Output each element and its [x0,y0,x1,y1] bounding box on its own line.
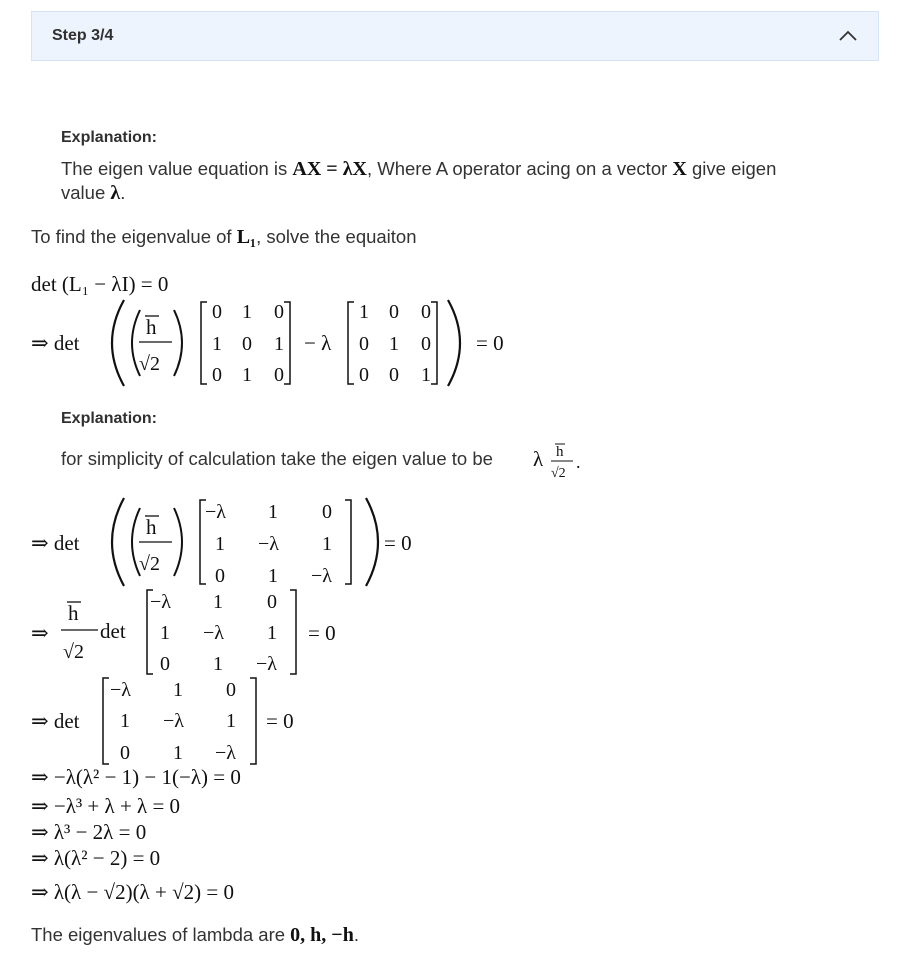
svg-text:0: 0 [359,333,369,355]
svg-text:0: 0 [242,333,252,355]
svg-text:= 0: = 0 [308,621,336,645]
svg-text:0: 0 [212,364,222,386]
svg-text:1: 1 [267,622,277,644]
svg-text:√2: √2 [139,553,160,575]
explanation-text: The eigen value equation is [61,158,288,179]
svg-text:0: 0 [274,301,284,323]
lambda-matrix [205,501,332,587]
equation-expand: ⇒ −λ(λ² − 1) − 1(−λ) = 0 [31,765,241,789]
svg-text:−λ: −λ [311,565,332,587]
svg-text:−λ: −λ [150,591,171,613]
svg-text:1: 1 [242,301,252,323]
svg-text:√2: √2 [551,466,566,480]
svg-text:0: 0 [215,565,225,587]
svg-text:1: 1 [322,533,332,555]
svg-text:1: 1 [226,710,236,732]
equation-cubic: ⇒ −λ³ + λ + λ = 0 [31,794,181,818]
intro-line [31,226,417,249]
svg-text:1: 1 [421,364,431,386]
explanation-line-3 [61,448,493,470]
svg-text:0: 0 [359,364,369,386]
explanation-text: for simplicity of calculation take the eigen value to be [61,448,493,469]
svg-text:λ: λ [533,447,544,471]
svg-text:1: 1 [389,333,399,355]
explanation-text: , Where A operator acing on a vector [366,158,668,179]
equation-hbar-det [28,586,368,678]
explanation-text: give eigen [692,158,777,179]
svg-text:.: . [576,452,581,472]
svg-text:1: 1 [215,533,225,555]
equation-det-l1: det (L₁ − λI) = 0 [31,272,169,296]
svg-text:−λ: −λ [258,533,279,555]
svg-text:0: 0 [212,301,222,323]
svg-text:0: 0 [267,591,277,613]
svg-text:0: 0 [274,364,284,386]
sqrt-two: √2 [139,353,160,375]
svg-text:1: 1 [160,622,170,644]
svg-text:0: 0 [389,364,399,386]
svg-text:−λ: −λ [215,742,236,764]
intro-text: , solve the equaiton [256,226,417,247]
equation-det-lambda-matrix [28,494,448,590]
explanation-text: . [120,182,126,203]
svg-text:h: h [556,444,564,460]
svg-text:√2: √2 [63,641,84,663]
svg-text:⇒ det: ⇒ det [31,531,80,555]
equation-rhs: = 0 [476,331,504,355]
svg-text:−λ: −λ [163,710,184,732]
svg-text:1: 1 [212,333,222,355]
svg-text:−λ: −λ [203,622,224,644]
eigenvalues-result: 0, h, −h [290,924,354,946]
intro-text: To find the eigenvalue of [31,226,232,247]
lambda-symbol: λ [110,182,121,204]
equation-roots: ⇒ λ(λ − √2)(λ + √2) = 0 [31,880,234,904]
svg-text:0: 0 [389,301,399,323]
svg-text:1: 1 [268,501,278,523]
equation-cubic-simplified: ⇒ λ³ − 2λ = 0 [31,820,147,844]
svg-text:⇒: ⇒ [31,621,49,645]
conclusion-line [31,924,359,947]
svg-text:h: h [146,515,157,539]
eigen-equation: AX = λX [292,158,367,180]
explanation-line-2 [61,182,125,205]
equation-factored: ⇒ λ(λ² − 2) = 0 [31,846,161,870]
svg-text:0: 0 [421,301,431,323]
svg-text:1: 1 [173,679,183,701]
svg-text:0: 0 [120,742,130,764]
conclusion-text: The eigenvalues of lambda are [31,924,286,945]
svg-text:−λ: −λ [256,653,277,675]
vector-x: X [672,158,687,180]
minus-lambda: − λ [304,331,332,355]
svg-text:1: 1 [173,742,183,764]
svg-text:h: h [68,601,79,625]
svg-text:−λ: −λ [205,501,226,523]
step-header[interactable] [31,11,879,61]
svg-text:1: 1 [242,364,252,386]
equation-det-matrices [28,296,528,390]
svg-text:1: 1 [213,591,223,613]
svg-text:1: 1 [120,710,130,732]
matrix-one [212,301,284,386]
svg-text:= 0: = 0 [266,709,294,733]
operator-l1: L₁ [236,226,257,248]
explanation-line-1 [61,158,776,181]
lambda-hbar-fraction [533,438,593,480]
explanation-text: value [61,182,106,203]
svg-text:= 0: = 0 [384,531,412,555]
identity-matrix [359,301,431,386]
svg-text:0: 0 [226,679,236,701]
svg-text:det: det [100,619,126,643]
svg-text:1: 1 [213,653,223,675]
svg-text:1: 1 [274,333,284,355]
svg-text:0: 0 [322,501,332,523]
svg-text:0: 0 [421,333,431,355]
lambda-matrix [110,679,236,764]
explanation-label: Explanation: [61,129,158,146]
svg-text:1: 1 [359,301,369,323]
svg-text:0: 0 [160,653,170,675]
lambda-matrix [150,591,277,675]
svg-text:1: 1 [268,565,278,587]
equation-det-simplified [28,674,328,768]
chevron-up-icon[interactable] [838,26,858,46]
conclusion-end: . [353,924,359,945]
svg-text:⇒ det: ⇒ det [31,709,80,733]
step-title: Step 3/4 [52,27,114,44]
hbar-symbol: h [146,315,157,339]
svg-text:−λ: −λ [110,679,131,701]
explanation-label: Explanation: [61,410,158,427]
equation-prefix: ⇒ det [31,331,80,355]
